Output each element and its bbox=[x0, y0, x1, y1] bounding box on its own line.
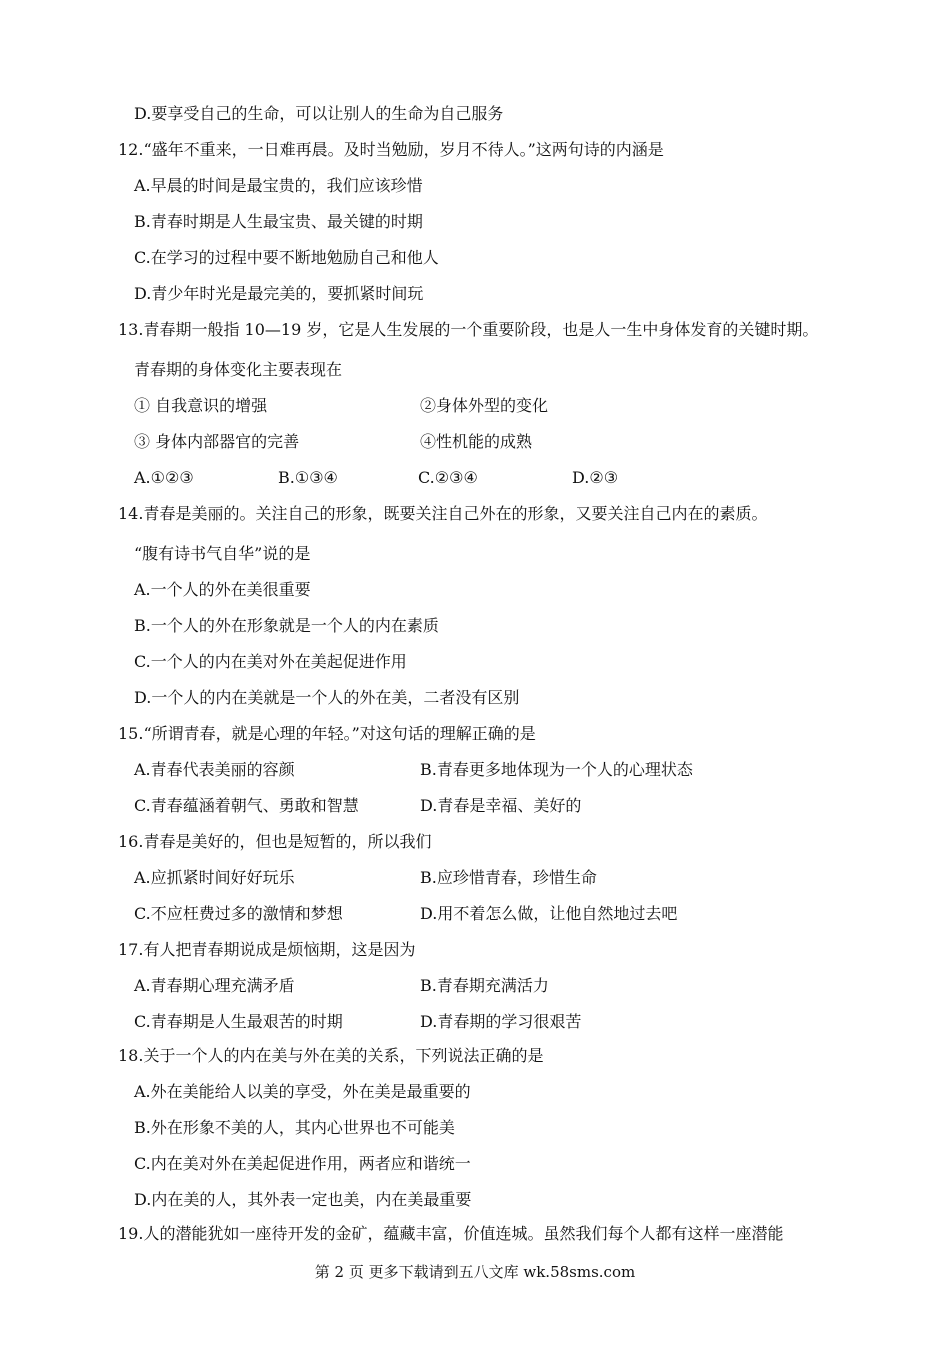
option-15-b: B.青春更多地体现为一个人的心理状态 bbox=[420, 760, 693, 779]
option-18-d: D.内在美的人，其外表一定也美，内在美最重要 bbox=[134, 1190, 472, 1209]
option-14-c: C.一个人的内在美对外在美起促进作用 bbox=[134, 652, 407, 671]
option-12-a: A.早晨的时间是最宝贵的，我们应该珍惜 bbox=[134, 176, 423, 195]
option-14-d: D.一个人的内在美就是一个人的外在美，二者没有区别 bbox=[134, 688, 520, 707]
option-16-d: D.用不着怎么做，让他自然地过去吧 bbox=[420, 904, 678, 923]
statement-13-3: ③ 身体内部器官的完善 bbox=[134, 432, 300, 451]
option-12-d: D.青少年时光是最完美的，要抓紧时间玩 bbox=[134, 284, 424, 303]
question-19: 19.人的潜能犹如一座待开发的金矿，蕴藏丰富，价值连城。虽然我们每个人都有这样一座潜能 bbox=[118, 1224, 784, 1243]
statement-13-4: ④性机能的成熟 bbox=[420, 432, 533, 451]
question-13: 13.青春期一般指 10—19 岁，它是人生发展的一个重要阶段，也是人一生中身体发育的关键时期。 bbox=[118, 320, 819, 339]
option-17-a: A.青春期心理充满矛盾 bbox=[134, 976, 295, 995]
question-18: 18.关于一个人的内在美与外在美的关系，下列说法正确的是 bbox=[118, 1046, 544, 1065]
option-13-b: B.①③④ bbox=[278, 468, 338, 487]
question-16: 16.青春是美好的，但也是短暂的，所以我们 bbox=[118, 832, 432, 851]
option-18-a: A.外在美能给人以美的享受，外在美是最重要的 bbox=[134, 1082, 471, 1101]
statement-13-1: ① 自我意识的增强 bbox=[134, 396, 268, 415]
statement-13-2: ②身体外型的变化 bbox=[420, 396, 549, 415]
option-15-d: D.青春是幸福、美好的 bbox=[420, 796, 582, 815]
option-17-c: C.青春期是人生最艰苦的时期 bbox=[134, 1012, 343, 1031]
question-13-continued: 青春期的身体变化主要表现在 bbox=[134, 360, 343, 379]
option-17-b: B.青春期充满活力 bbox=[420, 976, 549, 995]
page-footer: 第 2 页 更多下载请到五八文库 wk.58sms.com bbox=[314, 1263, 636, 1281]
option-12-b: B.青春时期是人生最宝贵、最关键的时期 bbox=[134, 212, 423, 231]
option-11-d: D.要享受自己的生命，可以让别人的生命为自己服务 bbox=[134, 104, 504, 123]
option-16-a: A.应抓紧时间好好玩乐 bbox=[134, 868, 295, 887]
option-13-d: D.②③ bbox=[572, 468, 619, 487]
option-17-d: D.青春期的学习很艰苦 bbox=[420, 1012, 582, 1031]
option-15-a: A.青春代表美丽的容颜 bbox=[134, 760, 295, 779]
option-13-a: A.①②③ bbox=[134, 468, 194, 487]
option-14-b: B.一个人的外在形象就是一个人的内在素质 bbox=[134, 616, 439, 635]
question-12: 12.“盛年不重来，一日难再晨。及时当勉励，岁月不待人。”这两句诗的内涵是 bbox=[118, 140, 664, 159]
option-16-c: C.不应枉费过多的激情和梦想 bbox=[134, 904, 343, 923]
option-16-b: B.应珍惜青春，珍惜生命 bbox=[420, 868, 597, 887]
option-18-c: C.内在美对外在美起促进作用，两者应和谐统一 bbox=[134, 1154, 471, 1173]
option-14-a: A.一个人的外在美很重要 bbox=[134, 580, 311, 599]
question-14-continued: “腹有诗书气自华”说的是 bbox=[134, 544, 311, 563]
option-18-b: B.外在形象不美的人，其内心世界也不可能美 bbox=[134, 1118, 455, 1137]
question-15: 15.“所谓青春，就是心理的年轻。”对这句话的理解正确的是 bbox=[118, 724, 536, 743]
option-15-c: C.青春蕴涵着朝气、勇敢和智慧 bbox=[134, 796, 359, 815]
option-13-c: C.②③④ bbox=[418, 468, 478, 487]
question-17: 17.有人把青春期说成是烦恼期，这是因为 bbox=[118, 940, 416, 959]
question-14: 14.青春是美丽的。关注自己的形象，既要关注自己外在的形象，又要关注自己内在的素质。 bbox=[118, 504, 768, 523]
option-12-c: C.在学习的过程中要不断地勉励自己和他人 bbox=[134, 248, 439, 267]
